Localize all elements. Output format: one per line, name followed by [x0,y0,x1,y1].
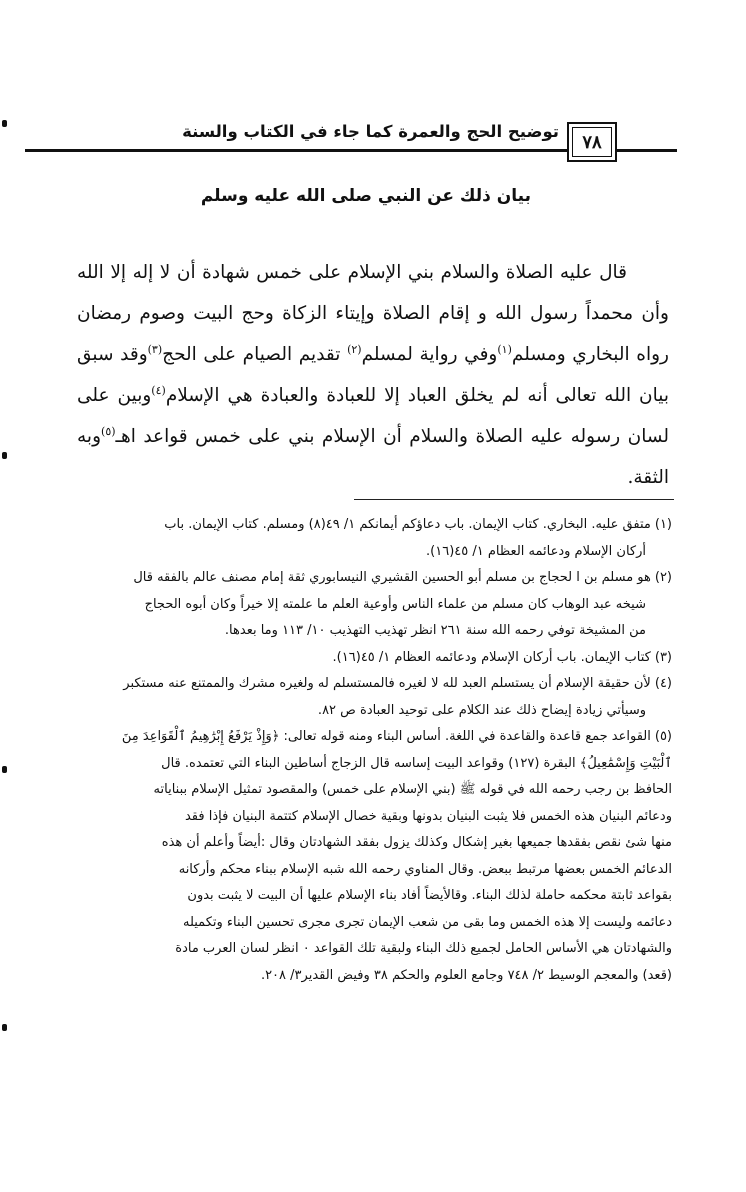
footnote-line: الحافظ بن رجب رحمه الله في قوله ﷺ (بني الإسلام على خمس) والمقصود تمثيل الإسلام ببناياته [153,782,672,797]
main-text-segment: وفي رواية لمسلم [361,344,498,365]
footnote [64,512,672,565]
page-number-box [567,122,617,162]
footnotes [64,512,672,989]
main-text-segment: قال عليه الصلاة والسلام بني الإسلام على خمس شهادة أن لا إله إلا الله وأن محمداً رسول الله و إقام الصلاة وإيتاء الزكاة وحج البيت وصوم رمضان رواه البخاري ومسلم [77,262,669,365]
footnote-ref: (٢) [347,342,362,356]
main-text-segment: وبين على لسان رسوله عليه الصلاة والسلام أن الإسلام بني على خمس قواعد اهـ [77,385,669,447]
footnote [64,645,672,672]
footnote-ref: (١) [497,342,512,356]
page-number: ٧٨ [572,127,612,157]
footnote-line: القواعد جمع قاعدة والقاعدة في اللغة. أساس البناء ومنه قوله تعالى: ﴿وَإِذْ يَرْفَعُ إِبْرَٰهِيمُ ٱلْقَوَاعِدَ مِنَ [121,729,651,744]
footnote-ref: (٣) [147,342,163,356]
footnote-ref: (٥) [101,424,116,438]
running-header [25,118,677,170]
running-title: توضيح الحج والعمرة كما جاء في الكتاب والسنة [174,122,559,141]
footnote-line: متفق عليه. البخاري. كتاب الإيمان. باب دعاؤكم أيمانكم ١/ ٤٩(٨) ومسلم. كتاب الإيمان. باب [164,517,651,532]
footnote-number: (٥) [654,729,672,744]
footnote-ref: (٤) [151,383,166,397]
footnote-line: من المشيخة توفي رحمه الله سنة ٢٦١ انظر تهذيب التهذيب ١٠/ ١١٣ وما بعدها. [224,623,646,638]
footnote [64,671,672,724]
footnote-line: الدعائم الخمس بعضها مرتبط ببعض. وقال المناوي رحمه الله شبه الإسلام ببناء محكم وأركانه [178,861,672,877]
main-paragraph [77,252,669,498]
section-heading: بيان ذلك عن النبي صلى الله عليه وسلم [200,186,531,206]
footnote [64,724,672,989]
main-text-segment: وبه الثقة. [77,426,669,488]
footnote-line: بقواعد ثابتة محكمه حاملة لذلك البناء. وقالأيضاً أفاد بناء الإسلام عليها أن البيت لا يثبت بدون [187,888,672,903]
footnote-line: لأن حقيقة الإسلام أن يستسلم العبد لله لا لغيره فالمستسلم له ولغيره مشرك والممتنع عنه مستكبر [123,676,651,691]
footnote-line: شيخه عبد الوهاب كان مسلم من علماء الناس وأوعية العلم ما علمته إلا خيراً وكان أبوه الحجاج [144,596,646,612]
footnote-line: منها شئ نقص بفقدها جميعها بغير إشكال وكذلك يزول بفقد الشهادتان وقال :أيضاً وأعلم أن هذه [161,835,672,850]
footnote-separator [354,499,674,500]
footnote-line: ودعائم البنيان هذه الخمس فلا يثبت البنيان بدونها وبقية خصال الإسلام كتتمة البنيان فإذا فقد [184,808,672,824]
page-edge-mark [2,120,7,127]
page-edge-mark [2,1024,7,1031]
footnote-line: هو مسلم بن ا لحجاج بن مسلم أبو الحسين القشيري النيسابوري ثقة إمام مصنف عالم بالفقه قال [133,570,651,585]
page-edge-mark [2,766,7,773]
footnote-number: (٢) [654,570,672,585]
footnote-number: (١) [654,517,672,532]
footnote-line: والشهادتان هي الأساس الحامل لجميع ذلك البناء ولبقية تلك القواعد ٠ انظر لسان العرب مادة [175,941,672,956]
footnote-line: وسيأتي زيادة إيضاح ذلك عند الكلام على توحيد العبادة ص ٨٢. [317,702,646,718]
footnote-line: (قعد) والمعجم الوسيط ٢/ ٧٤٨ وجامع العلوم والحكم ٣٨ وفيض القدير٣/ ٢٠٨. [260,967,672,983]
footnote-number: (٤) [654,676,672,691]
footnote-number: (٣) [654,649,672,665]
page-edge-mark [2,452,7,459]
main-text-segment: تقديم الصيام على الحج [162,344,341,365]
footnote [64,565,672,645]
footnote-line: أركان الإسلام ودعائمه العظام ١/ ٤٥(١٦). [426,543,646,559]
footnote-line: دعائمه وليست إلا هذه الخمس وما بقى من شعب الإيمان تجرى مجرى تحسين البناء وتكميله [182,914,672,930]
footnote-line: ٱلْبَيْتِ وَإِسْمَٰعِيلُ﴾ البقرة (١٢٧) وقواعد البيت إساسه قال الزجاج أساطين البناء التي تعتمده. قال [161,755,672,771]
footnote-line: كتاب الإيمان. باب أركان الإسلام ودعائمه العظام ١/ ٤٥(١٦). [332,649,651,665]
main-text-segment: وقد سبق بيان الله تعالى أنه لم يخلق العباد إلا للعبادة والعبادة هي الإسلام [77,344,670,406]
